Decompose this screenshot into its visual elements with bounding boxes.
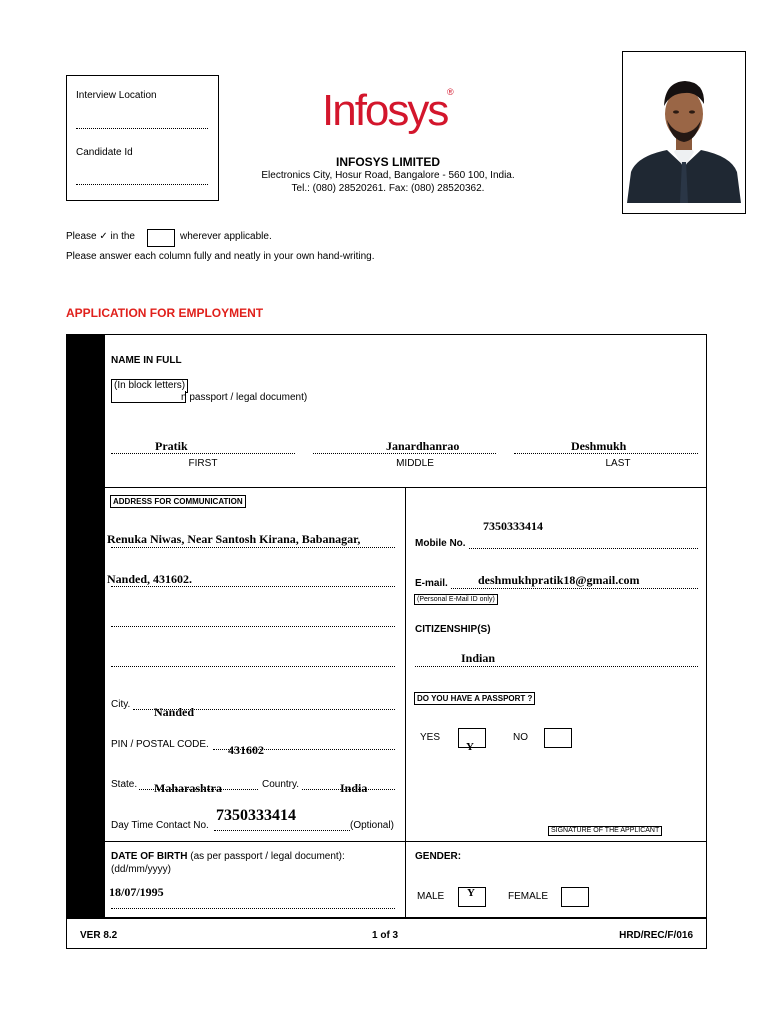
email-value: deshmukhpratik18@gmail.com [478, 573, 640, 587]
daytime-contact-value: 7350333414 [216, 807, 296, 824]
state-label: State. [111, 779, 138, 790]
email-note: (Personal E-Mail ID only) [414, 594, 498, 605]
citizenship-value: Indian [461, 651, 496, 665]
tick-instruction-prefix: Please [66, 231, 97, 242]
last-label: LAST [605, 458, 631, 469]
gender-label: GENDER: [415, 851, 462, 862]
page-indicator: 1 of 3 [372, 930, 399, 941]
yes-label: YES [420, 732, 441, 743]
infosys-logo [322, 85, 462, 137]
name-section-divider [105, 487, 707, 488]
address-heading: ADDRESS FOR COMMUNICATION [110, 495, 246, 508]
male-label: MALE [417, 891, 445, 902]
interview-info-box [66, 75, 219, 201]
passport-no-checkbox[interactable] [544, 728, 572, 748]
company-address: Electronics City, Hosur Road, Bangalore - 560 100, India. [261, 170, 515, 181]
middle-name-value: Janardhanrao [386, 439, 460, 453]
address-line-3[interactable] [111, 618, 395, 627]
handwriting-instruction: Please answer each column fully and neatly in your own hand-writing. [66, 251, 375, 262]
form-title: APPLICATION FOR EMPLOYMENT [66, 306, 264, 320]
email-label: E-mail. [415, 578, 448, 589]
company-phone: Tel.: (080) 28520261. Fax: (080) 28520362. [291, 183, 485, 194]
dob-format: (dd/mm/yyyy) [111, 864, 171, 875]
last-name-value: Deshmukh [571, 439, 627, 453]
citizenship-field[interactable] [415, 656, 698, 667]
female-label: FEMALE [508, 891, 549, 902]
daytime-contact-label: Day Time Contact No. [111, 820, 209, 831]
dob-label [111, 851, 345, 862]
passport-yes-mark: Y [466, 741, 474, 753]
footer-bar [66, 918, 707, 949]
signature-area[interactable] [548, 760, 698, 825]
sample-tick-box [147, 229, 175, 247]
city-label: City. [111, 699, 131, 710]
name-note-box [111, 391, 186, 403]
mobile-label: Mobile No. [415, 538, 466, 549]
logo-text: Infosys [322, 86, 448, 135]
pin-label: PIN / POSTAL CODE. [111, 739, 209, 750]
form-code: HRD/REC/F/016 [619, 930, 693, 941]
name-in-full-label: NAME IN FULL [111, 355, 182, 366]
citizenship-label: CITIZENSHIP(S) [415, 624, 491, 635]
tick-instruction-suffix: wherever applicable. [180, 231, 272, 242]
pin-value: 431602 [228, 743, 264, 757]
optional-label: (Optional) [350, 820, 394, 831]
first-label: FIRST [188, 458, 218, 469]
dob-section-divider [105, 841, 707, 842]
form-left-bar [66, 334, 105, 918]
first-name-field[interactable] [111, 441, 295, 454]
dob-value: 18/07/1995 [109, 885, 164, 899]
tick-mark-icon: ✓ [99, 231, 108, 242]
mobile-value: 7350333414 [483, 519, 543, 533]
passport-question: DO YOU HAVE A PASSPORT ? [414, 692, 535, 705]
middle-label: MIDDLE [396, 458, 434, 469]
country-value: India [340, 781, 368, 795]
female-checkbox[interactable] [561, 887, 589, 907]
logo-registered-mark: ® [447, 87, 454, 97]
address-line-2-value: Nanded, 431602. [107, 572, 193, 586]
interview-location-label: Interview Location [76, 90, 157, 101]
applicant-photo [625, 54, 743, 203]
tick-instruction-middle: in the [110, 231, 135, 242]
dob-label-note: (as per passport / legal document): [190, 851, 345, 862]
city-value: Nanded [154, 705, 195, 719]
state-value: Maharashtra [154, 781, 222, 795]
address-line-1-value: Renuka Niwas, Near Santosh Kirana, Babanagar, [107, 532, 361, 546]
address-line-1[interactable] [107, 532, 395, 548]
passport-note: n passport / legal document) [181, 392, 308, 403]
mobile-field[interactable] [469, 538, 698, 549]
male-mark: Y [467, 887, 475, 899]
dob-label-bold: DATE OF BIRTH [111, 851, 188, 862]
tick-instruction [66, 231, 135, 242]
first-name-value: Pratik [155, 439, 188, 453]
address-line-4[interactable] [111, 658, 395, 667]
block-letters-note: (In block letters) [111, 379, 188, 393]
candidate-id-field[interactable] [76, 174, 208, 185]
signature-label: SIGNATURE OF THE APPLICANT [548, 826, 662, 836]
interview-location-field[interactable] [76, 118, 208, 129]
country-label: Country. [262, 779, 300, 790]
no-label: NO [513, 732, 528, 743]
company-name: INFOSYS LIMITED [335, 155, 440, 169]
candidate-id-label: Candidate Id [76, 147, 133, 158]
address-line-2[interactable] [107, 572, 395, 587]
applicant-photo-frame [622, 51, 746, 214]
middle-name-field[interactable] [313, 441, 496, 454]
version-label: VER 8.2 [80, 930, 118, 941]
column-divider [405, 487, 406, 918]
last-name-field[interactable] [514, 441, 698, 454]
